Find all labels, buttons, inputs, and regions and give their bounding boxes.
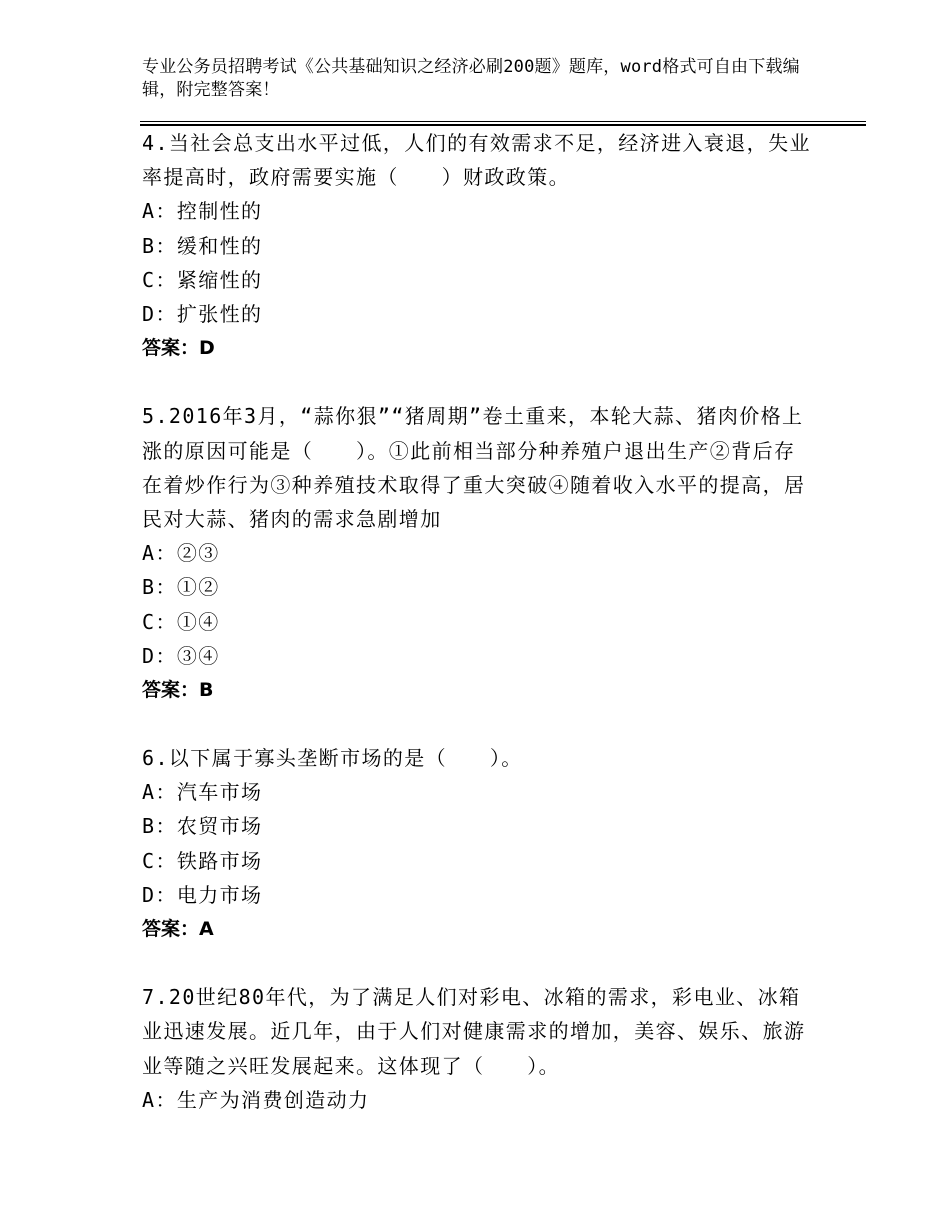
question-list (142, 126, 812, 1151)
option-d: D：电力市场 (142, 882, 263, 907)
option-a: A：生产为消费创造动力 (142, 1087, 370, 1112)
question-6 (142, 741, 812, 946)
option-d: D：扩张性的 (142, 301, 263, 326)
question-5 (142, 399, 812, 707)
question-stem: 5.2016年3月，“蒜你狠”“猪周期”卷土重来，本轮大蒜、猪肉价格上涨的原因可能是（ ）。①此前相当部分种养殖户退出生产②背后存在着炒作行为③种养殖技术取得了重大突破④随着收入水平的提高，居民对大蒜、猪肉的需求急剧增加 (142, 404, 806, 531)
option-c: C：①④ (142, 609, 220, 634)
answer-line: 答案：B (142, 678, 214, 701)
option-a: A：汽车市场 (142, 780, 263, 805)
option-c: C：铁路市场 (142, 848, 263, 873)
option-b: B：缓和性的 (142, 233, 263, 258)
option-a: A：控制性的 (142, 199, 263, 224)
answer-line: 答案：D (142, 337, 215, 360)
question-4 (142, 126, 812, 365)
question-stem: 6.以下属于寡头垄断市场的是（ ）。 (142, 746, 523, 771)
question-stem: 7.20世纪80年代，为了满足人们对彩电、冰箱的需求，彩电业、冰箱业迅速发展。近几年，由于人们对健康需求的增加，美容、娱乐、旅游业等随之兴旺发展起来。这体现了（ ）。 (142, 985, 806, 1078)
question-stem: 4.当社会总支出水平过低，人们的有效需求不足，经济进入衰退，失业率提高时，政府需要实施（ ）财政政策。 (142, 131, 811, 190)
option-c: C：紧缩性的 (142, 267, 263, 292)
question-7 (142, 980, 812, 1117)
option-b: B：农贸市场 (142, 814, 263, 839)
option-a: A：②③ (142, 541, 220, 566)
page-header: 专业公务员招聘考试《公共基础知识之经济必刷200题》题库，word格式可自由下载编辑，附完整答案！ (142, 57, 800, 100)
option-d: D：③④ (142, 643, 220, 668)
answer-line: 答案：A (142, 918, 214, 941)
option-b: B：①② (142, 575, 220, 600)
header-rule-thin (140, 121, 866, 122)
